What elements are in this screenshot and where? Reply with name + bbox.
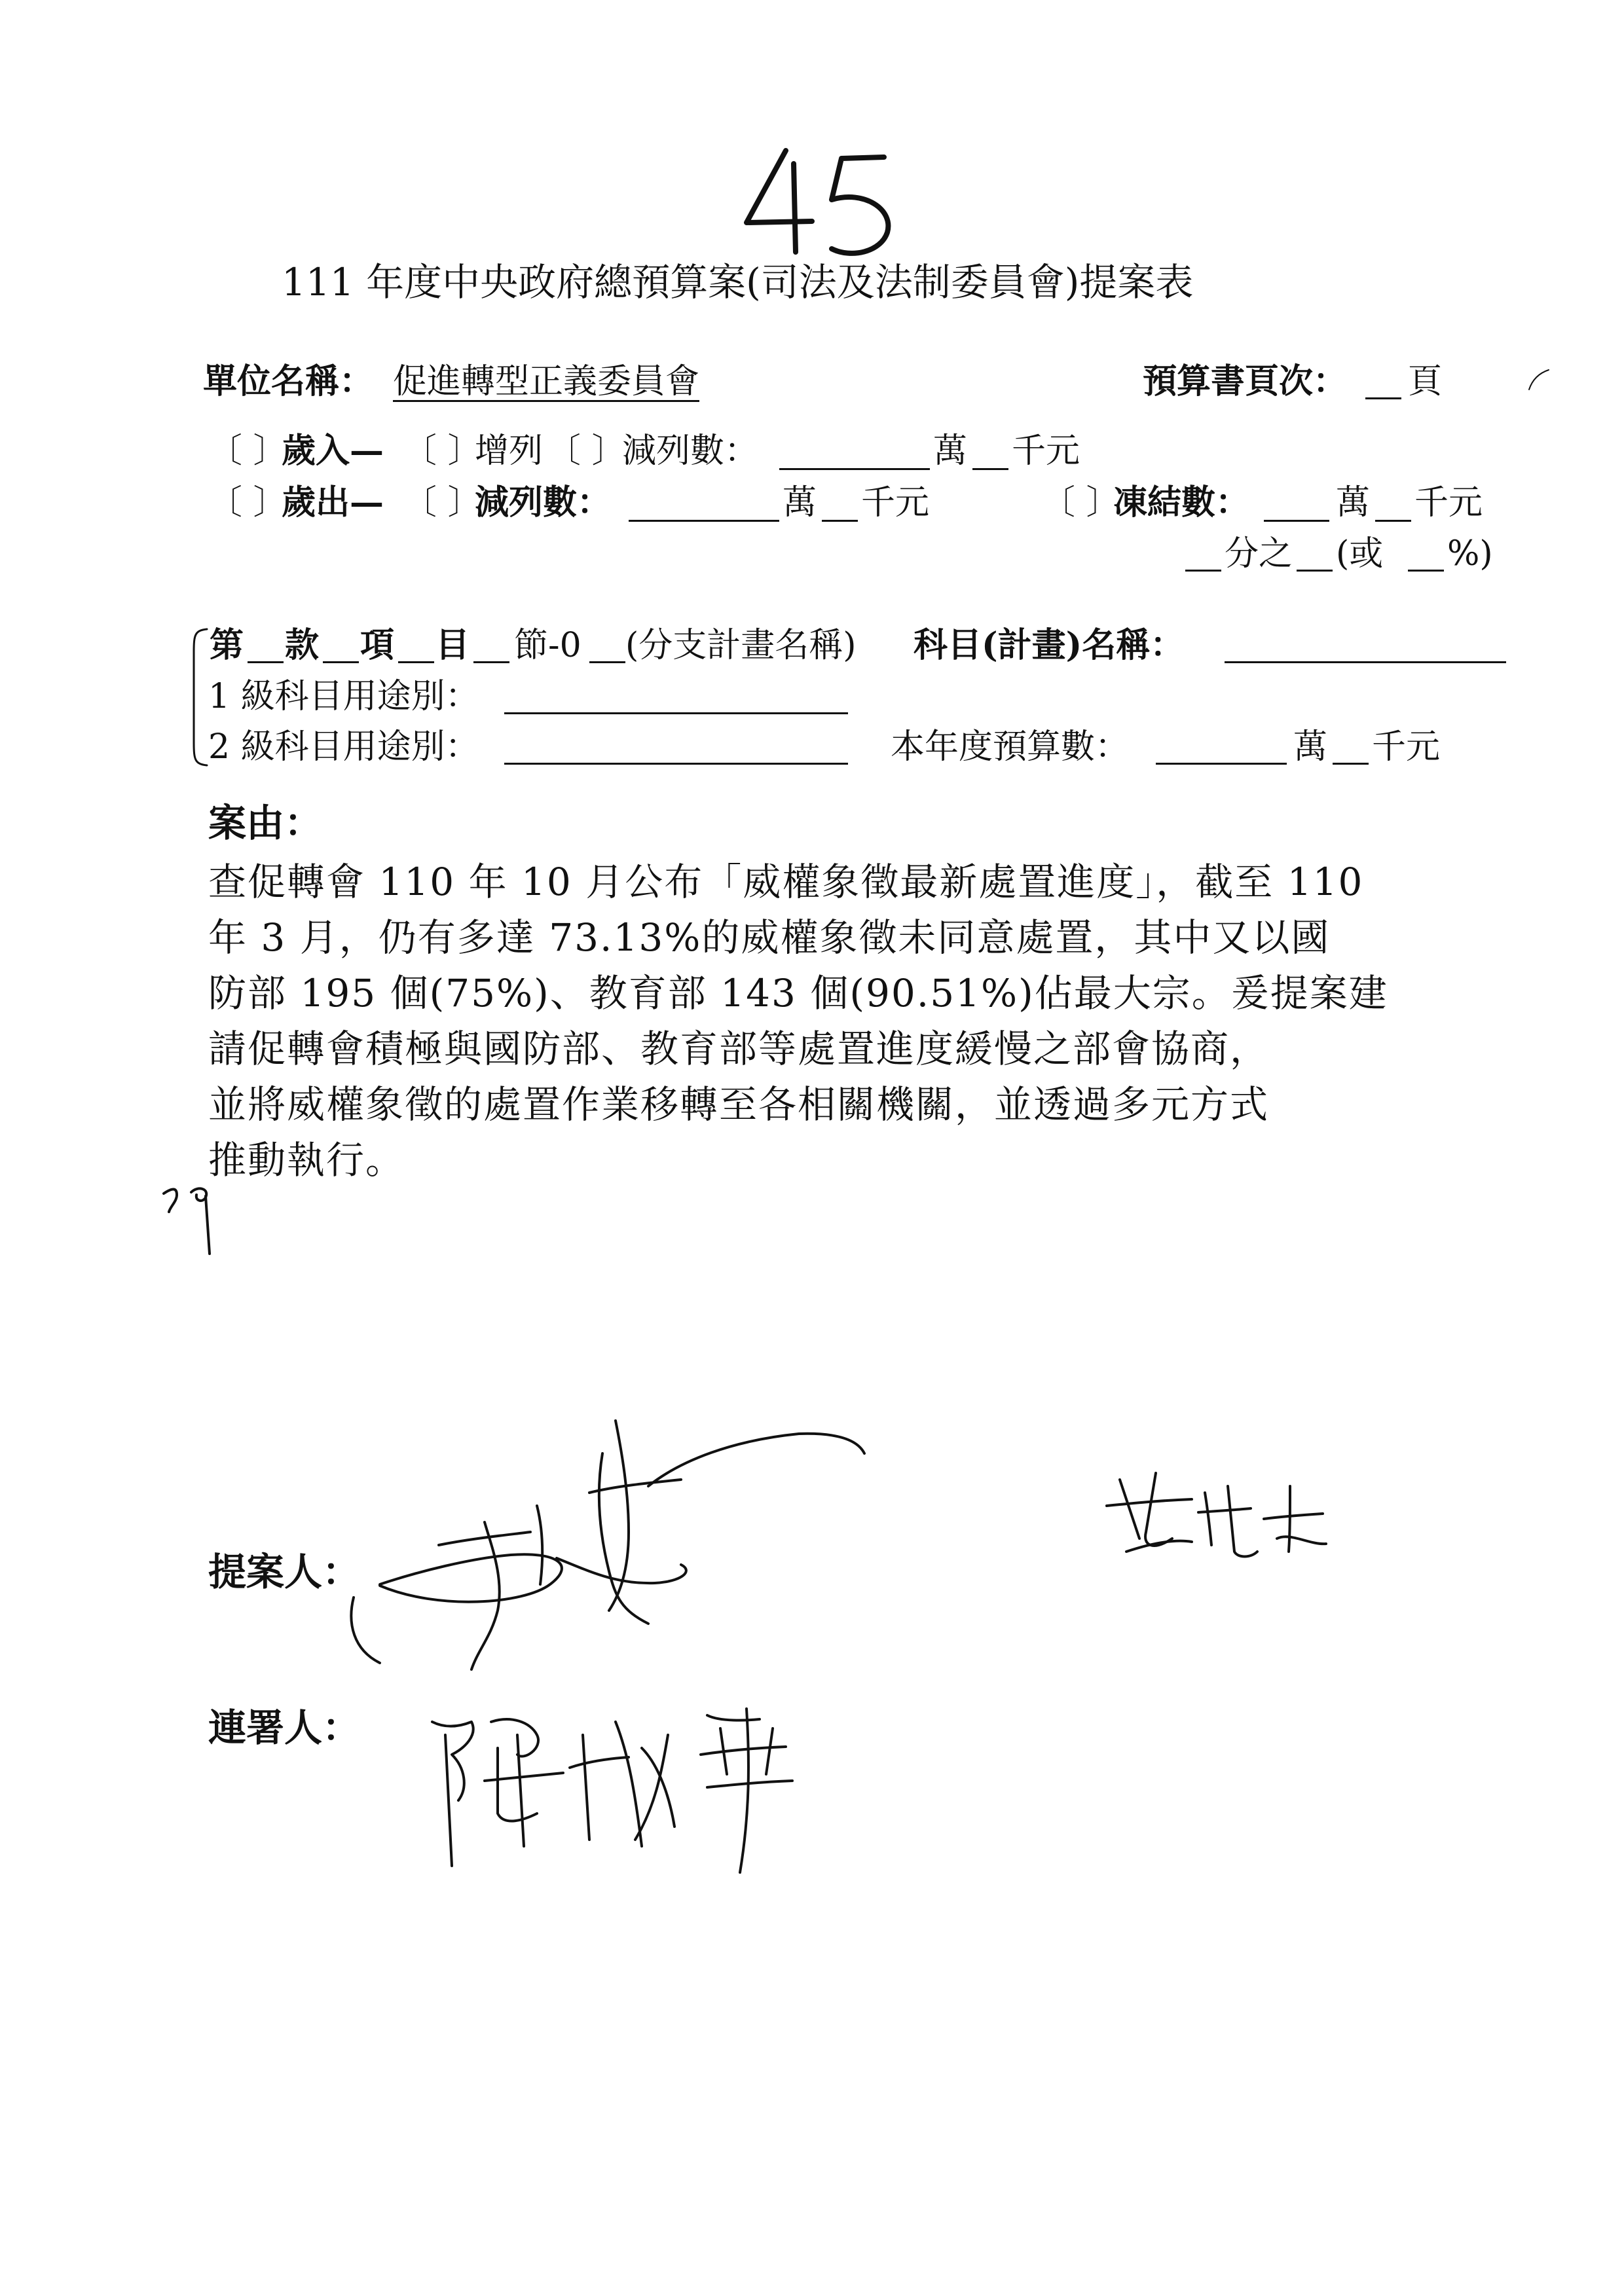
fraction-text: 分之 (1225, 534, 1293, 574)
income-label: 歲入— (282, 431, 384, 471)
expense-decrease-label: 減列數： (475, 483, 612, 522)
reason-line: 防部 195 個(75%)、教育部 143 個(90.51%)佔最大宗。爰提案建 (208, 971, 1388, 1015)
level1-blank (504, 712, 848, 714)
section-mu-blank (473, 661, 509, 663)
proposer-label: 提案人： (208, 1550, 361, 1594)
subject-blank (1225, 661, 1506, 663)
section-di: 第 (210, 625, 244, 665)
freeze-qian: 千元 (1414, 483, 1483, 522)
subject-label: 科目(計畫)名稱： (913, 625, 1185, 665)
fraction-blank-1 (1185, 570, 1221, 572)
section-xiang-blank (398, 661, 434, 663)
freeze-wan: 萬 (1336, 483, 1371, 522)
expense-wan: 萬 (783, 483, 817, 522)
freeze-checkbox: 〔 〕 (1041, 483, 1120, 522)
expense-checkbox: 〔 〕 (208, 483, 287, 522)
freeze-amount-blank (1264, 520, 1329, 522)
level2-blank (504, 763, 848, 765)
fraction-blank-2 (1297, 570, 1333, 572)
unit-label: 單位名稱： (203, 361, 374, 401)
income-checkbox: 〔 〕 (208, 431, 287, 471)
reason-line: 請促轉會積極與國防部、教育部等處置進度緩慢之部會協商， (208, 1027, 1270, 1071)
increase-checkbox: 〔 〕 (403, 431, 482, 471)
annual-budget-blank (1156, 763, 1287, 765)
budget-page-blank (1365, 397, 1401, 399)
cosigner-signature (419, 1696, 825, 1892)
expense-wan-blank (822, 520, 858, 522)
expense-decrease-checkbox: 〔 〕 (403, 483, 482, 522)
level2-label: 2 級科目用途別： (208, 727, 479, 767)
freeze-label: 凍結數： (1113, 483, 1250, 522)
form-title: 111 年度中央政府總預算案(司法及法制委員會)提案表 (282, 260, 1194, 304)
expense-qian: 千元 (861, 483, 930, 522)
annual-budget-wan-blank (1333, 763, 1369, 765)
section-jie: 節-0 (514, 626, 581, 665)
increase-label: 增列 (475, 431, 544, 471)
section-branch: (分支計畫名稱) (625, 626, 857, 665)
income-wan: 萬 (933, 431, 968, 471)
expense-amount-blank (629, 520, 779, 522)
handwritten-margin-mark (157, 1162, 236, 1260)
reason-line: 並將威權象徵的處置作業移轉至各相關機關，並透過多元方式 (208, 1082, 1270, 1127)
percent-text: %) (1447, 534, 1493, 574)
annual-budget-qian: 千元 (1372, 727, 1441, 767)
section-kuan: 款 (285, 625, 320, 665)
signature-huang (1094, 1460, 1342, 1571)
scan-mark (1526, 367, 1552, 393)
budget-page-label: 預算書頁次： (1143, 361, 1348, 401)
section-kuan-blank (323, 661, 359, 663)
section-brace (185, 625, 211, 769)
cosigner-label: 連署人： (208, 1705, 361, 1750)
income-decrease-label: 減列數： (622, 431, 759, 471)
income-wan-blank (972, 468, 1008, 470)
income-amount-blank (779, 468, 930, 470)
unit-name: 促進轉型正義委員會 (393, 362, 700, 401)
percent-blank (1408, 570, 1444, 572)
level1-label: 1 級科目用途別： (208, 677, 479, 716)
or-text: (或 (1336, 534, 1384, 574)
budget-page-suffix: 頁 (1408, 362, 1443, 401)
income-decrease-checkbox: 〔 〕 (547, 431, 626, 471)
freeze-wan-blank (1375, 520, 1411, 522)
section-mu: 目 (435, 625, 470, 665)
reason-line: 推動執行。 (208, 1138, 405, 1182)
proposer-signature (341, 1414, 877, 1689)
reason-line: 查促轉會 110 年 10 月公布「威權象徵最新處置進度」，截至 110 (208, 860, 1364, 904)
annual-budget-label: 本年度預算數： (891, 727, 1130, 767)
income-qian: 千元 (1012, 431, 1080, 471)
reason-line: 年 3 月，仍有多達 73.13%的威權象徵未同意處置，其中又以國 (208, 915, 1331, 960)
annual-budget-wan: 萬 (1293, 727, 1328, 767)
expense-label: 歲出— (282, 483, 384, 522)
section-jie-blank (589, 661, 625, 663)
section-di-blank (248, 661, 284, 663)
reason-heading: 案由： (208, 801, 323, 845)
section-xiang: 項 (360, 625, 395, 665)
handwritten-page-number (733, 137, 904, 262)
